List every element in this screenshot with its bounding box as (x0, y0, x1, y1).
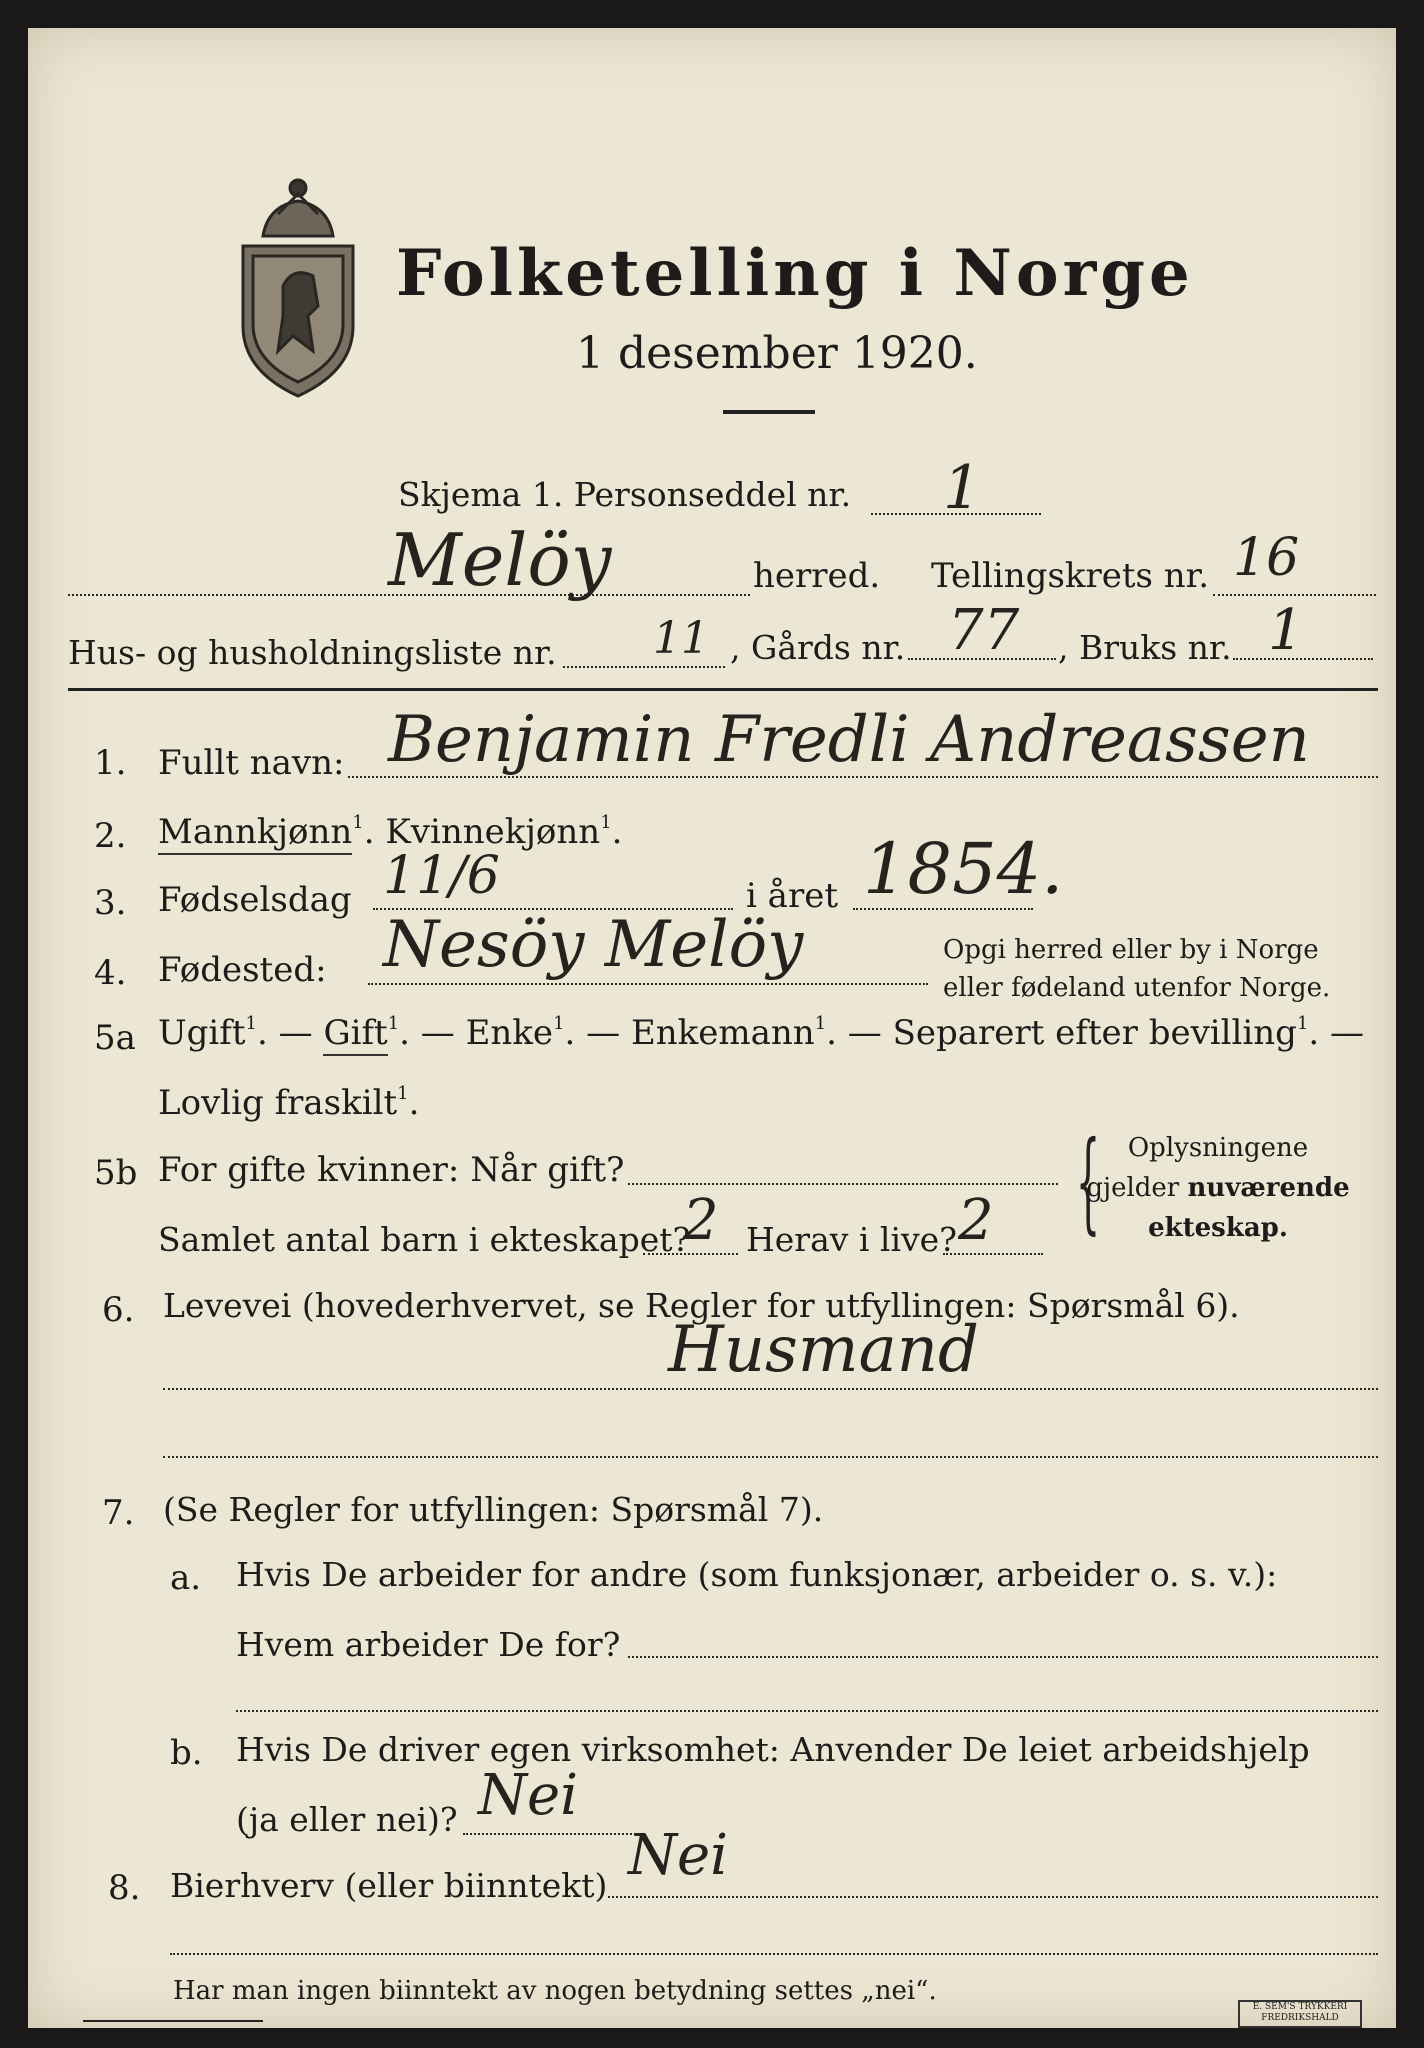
bierhverv-value[interactable]: Nei (628, 1823, 729, 1888)
oplysninger-note (1073, 1117, 1363, 1248)
section-divider (68, 688, 1378, 691)
tellingskrets-value[interactable]: 16 (1233, 528, 1300, 588)
arbeider-andre-label: Hvis De arbeider for andre (som funksjonær, arbeider o. s. v.): (236, 1555, 1278, 1594)
norwegian-coat-of-arms-icon (223, 166, 373, 406)
hvem-arbeider-label: Hvem arbeider De for? (236, 1625, 621, 1664)
kvinnekjonn-option[interactable]: Kvinnekjønn (385, 812, 601, 852)
item-1-number: 1. (94, 743, 127, 783)
herred-value[interactable]: Melöy (388, 518, 612, 602)
fraskilt-option[interactable]: Lovlig fraskilt (158, 1083, 398, 1123)
sivilstand-options: Ugift$^1$. — Gift$^1$. — Enke$^1$. — Enkemann$^1$. — Separert efter bevilling$^1$. — (158, 1013, 1364, 1053)
fodested-label: Fødested: (158, 950, 327, 990)
husholdningsliste-value[interactable]: 11 (653, 613, 709, 664)
item-7a-letter: a. (170, 1558, 202, 1598)
hvem-arbeider-line-2 (236, 1710, 1378, 1712)
tellingskrets-label: Tellingskrets nr. (931, 556, 1210, 596)
egen-virksomhet-label: Hvis De driver egen virksomhet: Anvender De leiet arbeidshjelp (236, 1730, 1310, 1769)
footnote-divider (83, 2020, 263, 2022)
gards-label: , Gårds nr. (730, 628, 906, 667)
item-5b-number: 5b (94, 1153, 138, 1193)
footnote-nei: Har man ingen biinntekt av nogen betydning settes „nei“. (173, 1976, 937, 2006)
levevei-value[interactable]: Husmand (668, 1313, 979, 1387)
naar-gift-line (628, 1183, 1058, 1185)
bruks-label: , Bruks nr. (1058, 628, 1232, 667)
regler-7-label: (Se Regler for utfyllingen: Spørsmål 7). (163, 1490, 824, 1529)
fodested-hint-line1: Opgi herred eller by i Norge (943, 935, 1319, 965)
bruks-value[interactable]: 1 (1268, 598, 1304, 663)
form-date: 1 desember 1920. (576, 328, 978, 379)
fullt-navn-label: Fullt navn: (158, 743, 345, 783)
ugift-option[interactable]: Ugift (158, 1013, 246, 1053)
census-form (28, 28, 1396, 2028)
separert-option[interactable]: Separert efter bevilling (892, 1013, 1297, 1053)
enkemann-option[interactable]: Enkemann (630, 1013, 815, 1053)
husholdningsliste-label: Hus- og husholdningsliste nr. (68, 633, 557, 672)
gards-value[interactable]: 77 (948, 598, 1020, 663)
fodselsaar-value[interactable]: 1854. (863, 828, 1064, 910)
item-6-number: 6. (102, 1290, 135, 1330)
oplysninger-line3: ekteskap. (1148, 1213, 1288, 1243)
title-divider (723, 410, 815, 414)
item-7b-letter: b. (170, 1733, 203, 1773)
form-title: Folketelling i Norge (396, 236, 1194, 311)
fodested-hint-line2: eller fødeland utenfor Norge. (943, 973, 1331, 1003)
item-8-number: 8. (108, 1868, 141, 1908)
herred-label: herred. (753, 556, 881, 596)
herav-label: Herav i live? (746, 1220, 957, 1259)
bierhverv-line-2 (170, 1953, 1378, 1955)
bierhverv-line (608, 1896, 1378, 1898)
oplysninger-line1: Oplysningene (1127, 1133, 1309, 1163)
levevei-line-2 (163, 1456, 1378, 1458)
fodested-hint (943, 931, 1330, 1007)
printer-stamp-line2: FREDRIKSHALD (1261, 2013, 1339, 2023)
fodselsdag-value[interactable]: 11/6 (383, 846, 500, 906)
enke-option[interactable]: Enke (465, 1013, 554, 1053)
item-2-number: 2. (94, 816, 127, 856)
printer-stamp (1238, 2000, 1362, 2028)
item-3-number: 3. (94, 883, 127, 923)
levevei-line-1 (163, 1388, 1378, 1390)
gift-option[interactable]: Gift (323, 1013, 387, 1056)
samlet-barn-label: Samlet antal barn i ekteskapet? (158, 1220, 691, 1259)
levevei-label: Levevei (hovederhvervet, se Regler for utfyllingen: Spørsmål 6). (163, 1286, 1240, 1325)
gifte-kvinner-label: For gifte kvinner: Når gift? (158, 1150, 625, 1190)
fodested-line (368, 983, 928, 985)
skjema-label: Skjema 1. Personseddel nr. (398, 475, 852, 514)
leiet-hjelp-value[interactable]: Nei (478, 1763, 579, 1828)
printer-stamp-line1: E. SEM'S TRYKKERI (1252, 2002, 1348, 2012)
kjonn-options: Mannkjønn$^1$. Kvinnekjønn$^1$. (158, 812, 622, 852)
oplysninger-line2b: nuværende (1187, 1173, 1350, 1203)
hvem-arbeider-line (628, 1656, 1378, 1658)
fullt-navn-value[interactable]: Benjamin Fredli Andreassen (388, 703, 1310, 777)
personseddel-value[interactable]: 1 (943, 453, 982, 523)
fraskilt-row: Lovlig fraskilt$^1$. (158, 1083, 420, 1123)
ja-eller-nei-line (463, 1833, 643, 1835)
item-5a-number: 5a (94, 1018, 136, 1058)
herav-value[interactable]: 2 (958, 1188, 994, 1253)
bierhverv-label: Bierhverv (eller biinntekt) (170, 1866, 608, 1905)
oplysninger-line2a: gjelder (1086, 1173, 1180, 1203)
item-7-number: 7. (102, 1493, 135, 1533)
oplysninger-brace: { (1075, 1117, 1101, 1245)
herav-line (943, 1253, 1043, 1255)
fodselsdag-label: Fødselsdag (158, 880, 352, 920)
mannkjonn-option[interactable]: Mannkjønn (158, 812, 352, 855)
husholdningsliste-line (563, 666, 725, 668)
item-4-number: 4. (94, 953, 127, 993)
aaret-label: i året (746, 876, 838, 916)
samlet-barn-line (643, 1253, 738, 1255)
tellingskrets-line (1213, 594, 1376, 596)
fodested-value[interactable]: Nesöy Melöy (383, 908, 804, 982)
ja-eller-nei-label: (ja eller nei)? (236, 1800, 458, 1839)
samlet-barn-value[interactable]: 2 (683, 1188, 719, 1253)
